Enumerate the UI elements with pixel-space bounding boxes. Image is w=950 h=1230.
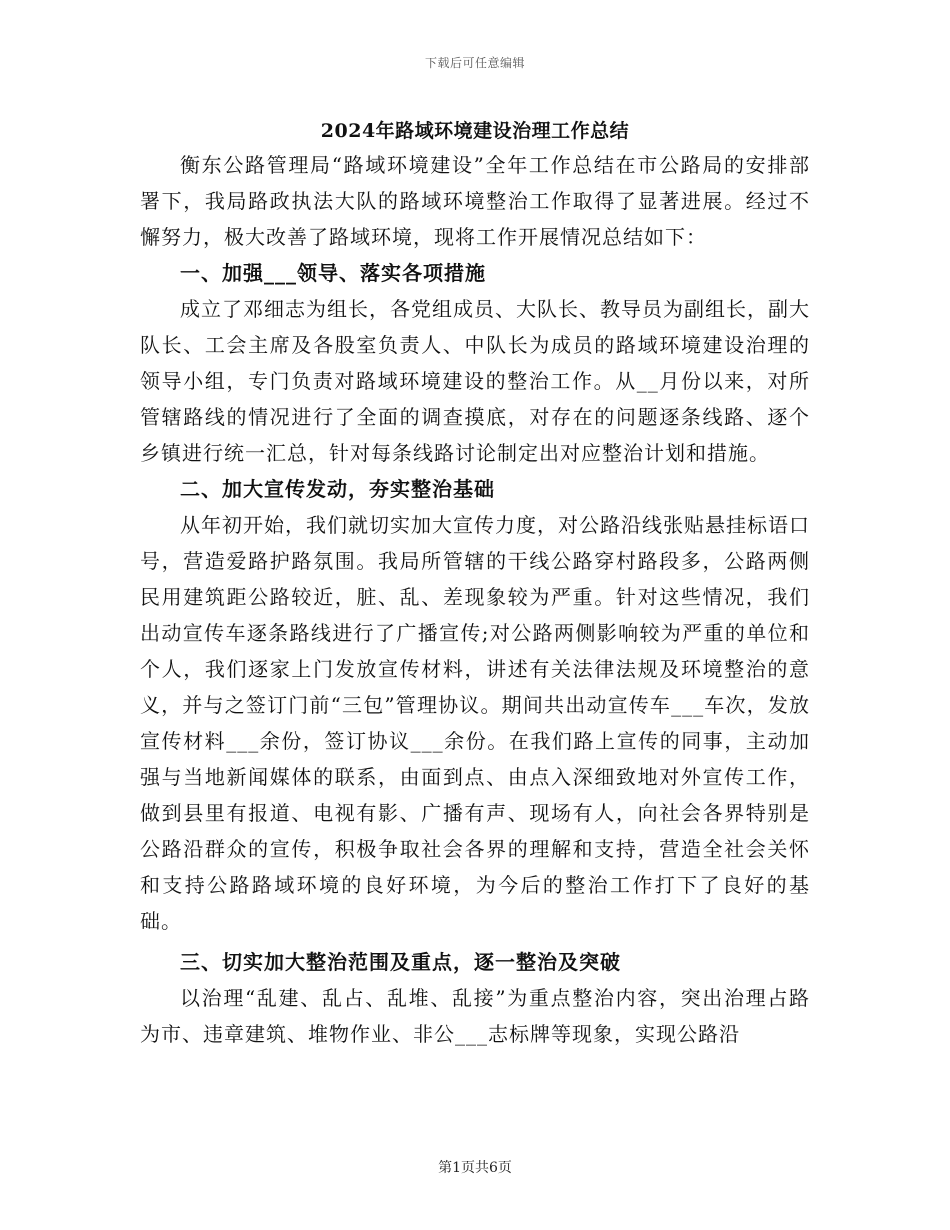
section-heading-1: 一、加强___领导、落实各项措施: [180, 261, 486, 285]
section-1-paragraph: 成立了邓细志为组长，各党组成员、大队长、教导员为副组长，副大队长、工会主席及各股室负责人、中队长为成员的路域环境建设治理的领导小组，专门负责对路域环境建设的整治工作。从__月份以来，对所管辖路线的情况进行了全面的调查摸底，对存在的问题逐条线路、逐个乡镇进行统一汇总，针对每条线路讨论制定出对应整治计划和措施。: [140, 297, 810, 465]
intro-paragraph: 衡东公路管理局“路域环境建设”全年工作总结在市公路局的安排部署下，我局路政执法大队的路域环境整治工作取得了显著进展。经过不懈努力，极大改善了路域环境，现将工作开展情况总结如下：: [140, 153, 810, 249]
document-title: 2024年路域环境建设治理工作总结: [320, 120, 630, 142]
section-heading-2: 二、加大宣传发动，夯实整治基础: [180, 477, 495, 501]
section-2-paragraph: 从年初开始，我们就切实加大宣传力度，对公路沿线张贴悬挂标语口号，营造爱路护路氛围。我局所管辖的干线公路穿村路段多，公路两侧民用建筑距公路较近，脏、乱、差现象较为严重。针对这些情况，我们出动宣传车逐条路线进行了广播宣传;对公路两侧影响较为严重的单位和个人，我们逐家上门发放宣传材料，讲述有关法律法规及环境整治的意义，并与之签订门前“三包”管理协议。期间共出动宣传车___车次，发放宣传材料___余份，签订协议___余份。在我们路上宣传的同事，主动加强与当地新闻媒体的联系，由面到点、由点入深细致地对外宣传工作，做到县里有报道、电视有影、广播有声、现场有人，向社会各界特别是公路沿群众的宣传，积极争取社会各界的理解和支持，营造全社会关怀和支持公路路域环境的良好环境，为今后的整治工作打下了良好的基础。: [140, 513, 810, 933]
header-note: 下载后可任意编辑: [424, 56, 525, 70]
document-body: [140, 147, 810, 1052]
section-3-paragraph: 以治理“乱建、乱占、乱堆、乱接”为重点整治内容，突出治理占路为市、违章建筑、堆物作业、非公___志标牌等现象，实现公路沿: [140, 986, 810, 1046]
page-footer: 第1页共6页: [438, 1160, 512, 1176]
section-heading-3: 三、切实加大整治范围及重点，逐一整治及突破: [180, 950, 621, 974]
